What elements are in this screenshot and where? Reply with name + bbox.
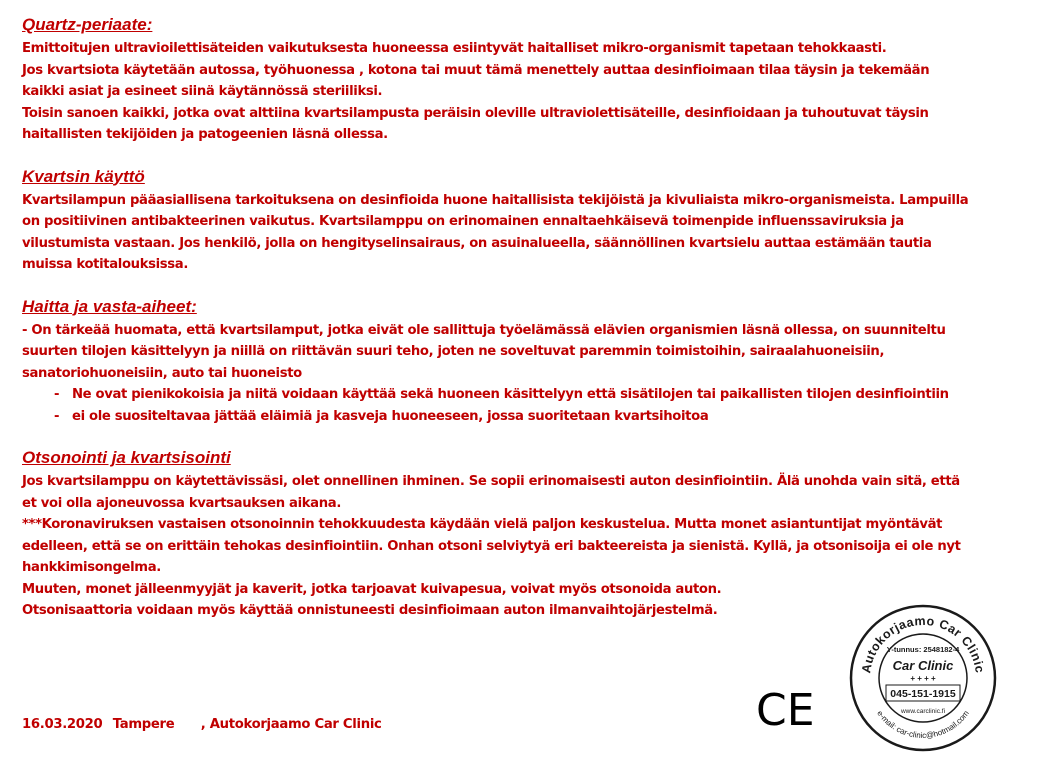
section-heading: Kvartsin käyttö (22, 166, 145, 186)
paragraph-line: Otsonisaattoria voidaan myös käyttää onnistuneesti desinfioimaan auton ilmanvaihtojärjestelmä. (22, 603, 718, 618)
bullet-list (22, 384, 1022, 427)
footer-company: , Autokorjaamo Car Clinic (200, 717, 382, 732)
stamp-top-arc: Autokorjaamo Car Clinic (859, 613, 987, 675)
bullet-item: - ei ole suositeltavaa jättää eläimiä ja kasveja huoneeseen, jossa suoritetaan kvartsihoitoa (22, 406, 1022, 428)
section-heading: Quartz-periaate: (22, 15, 153, 34)
section-ozonation (22, 447, 1022, 622)
paragraph-line: ***Koronaviruksen vastaisen otsonoinnin tehokkuudesta käydään vielä paljon keskustelua. Mutta monet asiantuntijat myöntävät (22, 517, 943, 532)
paragraph-line: muissa kotitalouksissa. (22, 257, 189, 272)
paragraph-line: haitallisten tekijöiden ja patogeenien läsnä ollessa. (22, 127, 388, 142)
section-heading: Haitta ja vasta-aiheet: (22, 296, 197, 316)
section-contraindications (22, 296, 1022, 428)
stamp-stars: + + + + (910, 674, 936, 683)
paragraph-line: kaikki asiat ja esineet siinä käytännössä steriiliksi. (22, 84, 383, 99)
stamp-ytunnus: Y-tunnus: 2548182-4 (886, 645, 960, 654)
paragraph-line: Kvartsilampun pääasiallisena tarkoituksena on desinfioida huone haitallisista tekijöistä ja kivuliaista mikro-organismeista. Lampuilla (22, 192, 969, 208)
bullet-item: - Ne ovat pienikokoisia ja niitä voidaan käyttää sekä huoneen käsittelyyn että sisätilojen tai paikallisten tilojen desinfiointiin (22, 384, 1022, 406)
footer-signature (22, 717, 382, 732)
section-quartz-usage (22, 166, 1022, 276)
paragraph-line: Jos kvartsiota käytetään autossa, työhuonessa , kotona tai muut tämä menettely auttaa desinfioimaan tilaa täysin ja tekemään (22, 62, 930, 78)
section-heading: Otsonointi ja kvartsisointi (22, 448, 231, 467)
document-body (22, 14, 1022, 642)
paragraph-line: edelleen, että se on erittäin tehokas desinfiointiin. Onhan otsoni selviytyä eri bakteereista ja sienistä. Kyllä, ja otsonisoija ei ole nyt (22, 538, 961, 554)
paragraph-line: - On tärkeää huomata, että kvartsilamput, jotka eivät ole sallittuja työelämässä elävien organismien läsnä ollessa, on suunniteltu (22, 322, 946, 338)
footer-place: Tampere (112, 717, 175, 732)
paragraph-line: Muuten, monet jälleenmyyjät ja kaverit, jotka tarjoavat kuivapesua, voivat myös otsonoida auton. (22, 581, 722, 597)
footer-date: 16.03.2020 (22, 717, 103, 732)
stamp-web: www.carclinic.fi (900, 708, 946, 715)
paragraph-line: hankkimisongelma. (22, 560, 161, 575)
section-quartz-principle (22, 14, 1022, 146)
stamp-bottom-arc: e-mail: car-clinic@hotmail.com (875, 708, 971, 741)
company-stamp-icon (848, 603, 998, 753)
paragraph-line: Toisin sanoen kaikki, jotka ovat alttiina kvartsilampusta peräisin oleville ultraviolettisäteille, desinfioidaan ja tuhoutuvat täysin (22, 105, 929, 121)
paragraph-line: et voi olla ajoneuvossa kvartsauksen aikana. (22, 495, 341, 511)
paragraph-line: sanatoriohuoneisiin, auto tai huoneisto (22, 365, 302, 381)
stamp-phone: 045-151-1915 (890, 688, 956, 700)
ce-mark-text: CE (756, 687, 815, 731)
paragraph-line: vilustumista vastaan. Jos henkilö, jolla on hengityselinsairaus, on asuinalueella, säännöllinen kvartsielu auttaa estämään tautia (22, 235, 932, 251)
ce-mark-icon (756, 687, 816, 731)
paragraph-line: suurten tilojen käsittelyyn ja niillä on riittävän suuri teho, joten ne soveltuvat paremmin toimistoihin, sairaalahuoneisiin, (22, 344, 885, 359)
paragraph-line: Emittoitujen ultravioilettisäteiden vaikutuksesta huoneessa esiintyvät haitalliset mikro-organismit tapetaan tehokkaasti. (22, 41, 887, 56)
paragraph-line: on positiivinen antibakteerinen vaikutus. Kvartsilamppu on erinomainen ennaltaehkäisevä toimenpide influenssaviruksia ja (22, 214, 904, 229)
paragraph-line: Jos kvartsilamppu on käytettävissäsi, olet onnellinen ihminen. Se sopii erinomaisesti auton desinfiointiin. Älä unohda vain sitä, että (22, 474, 960, 489)
stamp-name: Car Clinic (892, 658, 954, 673)
